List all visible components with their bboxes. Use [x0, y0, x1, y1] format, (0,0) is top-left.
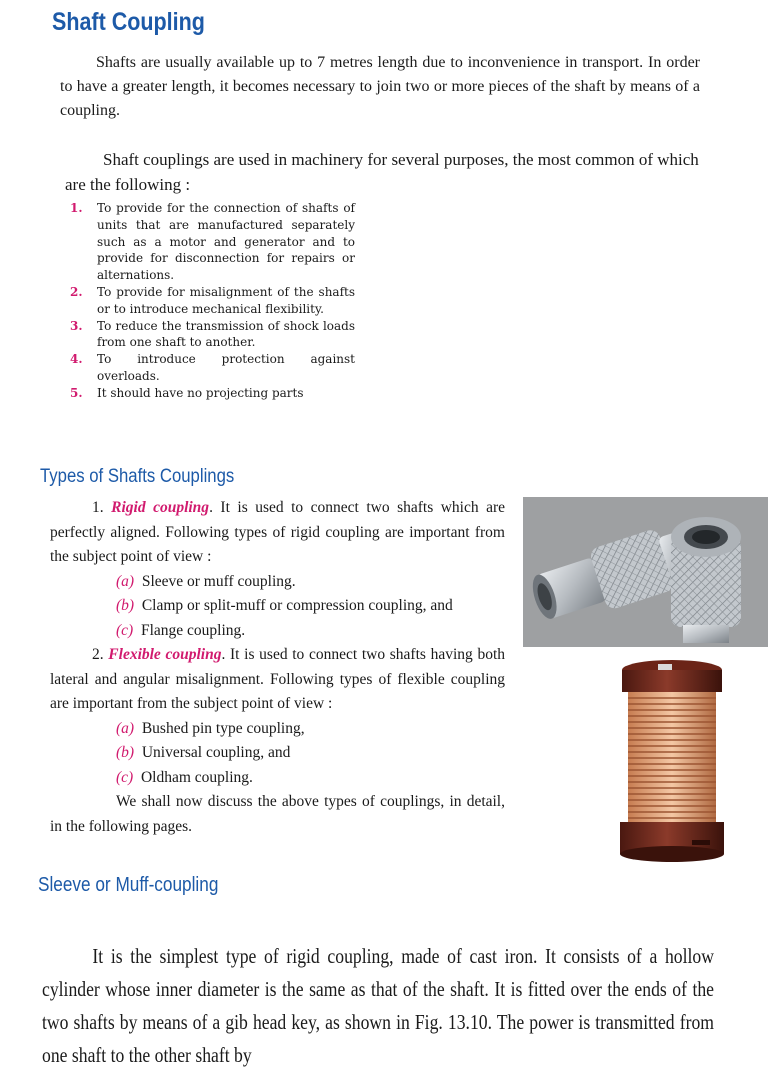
item-label: (a) — [116, 719, 135, 737]
purposes-list-container — [60, 200, 370, 430]
flexible-coupling-term: Flexible coupling — [108, 646, 222, 663]
list-text: To reduce the transmission of shock loads from one shaft to another. — [97, 318, 355, 350]
sleeve-coupling-heading: Sleeve or Muff-coupling — [38, 874, 219, 896]
list-number: 5. — [70, 385, 83, 400]
list-item — [50, 741, 505, 766]
rigid-number: 1. — [92, 499, 104, 516]
item-label: (b) — [116, 744, 135, 761]
coupling-types-section — [50, 496, 505, 839]
flexible-coupling-paragraph — [50, 643, 505, 717]
item-label: (c) — [116, 768, 134, 786]
item-text: Flange coupling. — [140, 621, 246, 639]
list-number: 3. — [70, 318, 83, 333]
sleeve-coupling-text: It is the simplest type of rigid coupling, made of cast iron. It consists of a hollow cylinder whose inner diameter is the same as that of the shaft. It is fitted over the ends of the two shafts by means of a gib head key, as shown in Fig. 13.10. The power is transmitted from one shaft to the other shaft by — [42, 944, 714, 1067]
flexible-coupling-photo-icon — [576, 652, 768, 864]
item-text: Clamp or split-muff or compression coupling, and — [141, 597, 453, 614]
flexible-number: 2. — [92, 646, 104, 663]
item-text: Bushed pin type coupling, — [141, 719, 305, 737]
list-item — [50, 717, 505, 742]
list-item — [70, 385, 355, 402]
list-number: 1. — [70, 201, 83, 215]
list-item — [50, 570, 505, 595]
list-text: To provide for the connection of shafts of units that are manufactured separately such as a motor and generator and to provide for disconnection for repairs or alternations. — [97, 201, 355, 283]
flexible-coupling-photo — [576, 652, 768, 864]
rigid-coupling-paragraph — [50, 496, 505, 570]
list-text: To provide for misalignment of the shafts or to introduce mechanical flexibility. — [97, 284, 355, 316]
list-item — [70, 318, 355, 352]
item-text: Universal coupling, and — [141, 744, 291, 761]
list-number: 4. — [70, 352, 83, 367]
list-item — [50, 619, 505, 644]
list-text: To introduce protection against overloads. — [97, 352, 355, 383]
flexible-coupling-text: . It is used to connect two shafts having both lateral and angular misalignment. Following types of flexible coupling are important from the subject point of view : — [50, 646, 506, 712]
item-text: Sleeve or muff coupling. — [141, 572, 296, 590]
rigid-coupling-photo-icon — [523, 497, 768, 647]
item-text: Oldham coupling. — [140, 768, 253, 786]
rigid-coupling-term: Rigid coupling — [111, 499, 210, 516]
item-label: (b) — [116, 597, 135, 614]
page-title: Shaft Coupling — [52, 8, 205, 36]
item-label: (c) — [116, 621, 134, 639]
rigid-coupling-photo — [523, 497, 768, 647]
list-item — [70, 351, 355, 385]
closing-paragraph: We shall now discuss the above types of couplings, in detail, in the following pages. — [50, 793, 505, 835]
list-item — [70, 284, 355, 318]
list-number: 2. — [70, 284, 83, 299]
item-label: (a) — [116, 572, 135, 590]
list-text: It should have no projecting parts — [97, 385, 304, 400]
intro-paragraph-1: Shafts are usually available up to 7 metres length due to inconvenience in transport. In order to have a greater length, it becomes necessary to join two or more pieces of the shaft by means of a coupling. — [60, 54, 700, 119]
types-heading: Types of Shafts Couplings — [40, 466, 235, 487]
intro-paragraph-2: Shaft couplings are used in machinery for several purposes, the most common of which are the following : — [65, 150, 699, 194]
list-item — [50, 766, 505, 791]
rigid-coupling-text: . It is used to connect two shafts which are perfectly aligned. Following types of rigid coupling are important from the subject point of view : — [50, 499, 506, 565]
list-item — [50, 594, 505, 619]
list-item — [70, 200, 355, 284]
purposes-list — [70, 200, 355, 402]
